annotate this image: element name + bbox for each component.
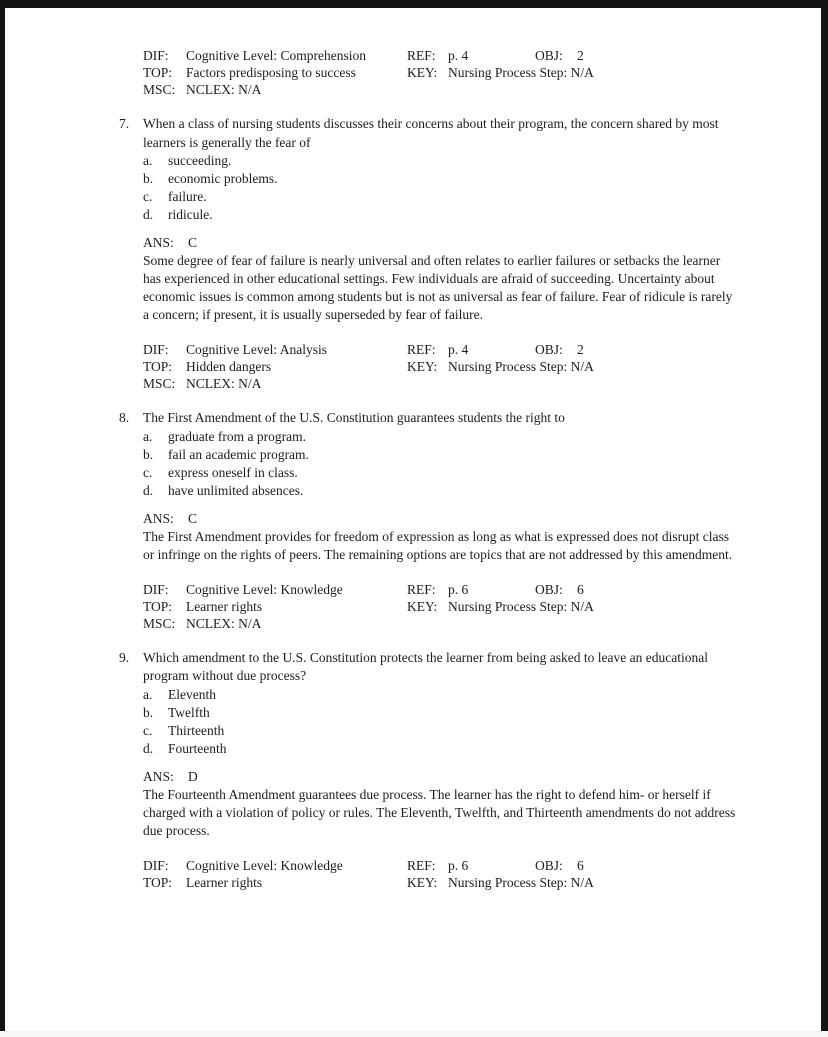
question-7 [119, 115, 738, 224]
rationale: The Fourteenth Amendment guarantees due process. The learner has the right to defend him- or herself if charged with a violation of policy or rules. The Eleventh, Twelfth, and Thirteenth amendments do not address due process. [143, 786, 736, 838]
obj-value: 6 [577, 581, 584, 597]
meta-row-dif [143, 47, 738, 64]
meta-row-dif [143, 857, 738, 874]
msc-value: NCLEX: N/A [186, 376, 262, 391]
ref-value: p. 6 [448, 581, 469, 597]
question-number: 8. [119, 410, 130, 425]
answer-value: C [188, 235, 198, 250]
dif-value: Cognitive Level: Knowledge [186, 581, 343, 597]
question-8-answer [143, 510, 738, 564]
msc-label: MSC: [143, 615, 176, 631]
question-9-meta [143, 857, 738, 891]
obj-value: 2 [577, 342, 584, 357]
msc-label: MSC: [143, 376, 176, 391]
answer-line [143, 768, 738, 786]
key-label: KEY: [407, 359, 438, 374]
answer-value: D [188, 768, 198, 784]
question-9-head [119, 649, 738, 686]
option-letter: c. [143, 189, 153, 204]
ref-label: REF: [407, 48, 436, 63]
ref-label: REF: [407, 581, 436, 597]
option-d [143, 206, 738, 224]
key-value: Nursing Process Step: N/A [448, 874, 594, 890]
option-text: fail an academic program. [168, 446, 309, 462]
question-8 [119, 409, 738, 500]
meta-row-top [143, 64, 738, 81]
option-letter: b. [143, 446, 154, 462]
dif-value: Cognitive Level: Comprehension [186, 48, 366, 63]
document-page [5, 8, 821, 1031]
option-a [143, 686, 738, 704]
page-bottom-edge [0, 1031, 828, 1037]
top-label: TOP: [143, 598, 173, 614]
ans-label: ANS: [143, 768, 174, 784]
meta-row-top [143, 598, 738, 615]
option-b [143, 704, 738, 722]
ref-value: p. 6 [448, 857, 469, 873]
option-text: failure. [168, 189, 207, 204]
meta-row-msc [143, 81, 738, 98]
question-7-head [119, 115, 738, 152]
top-value: Hidden dangers [186, 359, 272, 374]
option-c [143, 188, 738, 206]
ref-value: p. 4 [448, 342, 469, 357]
option-b [143, 446, 738, 464]
answer-line [143, 234, 738, 252]
obj-label: OBJ: [535, 857, 563, 873]
option-letter: a. [143, 686, 153, 702]
option-c [143, 464, 738, 482]
question-9 [119, 649, 738, 758]
obj-value: 6 [577, 857, 584, 873]
msc-value: NCLEX: N/A [186, 615, 262, 631]
option-letter: a. [143, 428, 153, 444]
question-9-answer [143, 768, 738, 840]
key-value: Nursing Process Step: N/A [448, 65, 594, 80]
question-7-options [143, 152, 738, 224]
msc-label: MSC: [143, 82, 176, 97]
rationale: The First Amendment provides for freedom of expression as long as what is expressed does not disrupt class or infringe on the rights of peers. The remaining options are topics that are not addressed by this amendment. [143, 528, 733, 562]
option-c [143, 722, 738, 740]
top-label: TOP: [143, 359, 173, 374]
question-8-head [119, 409, 738, 428]
top-value: Learner rights [186, 874, 263, 890]
option-letter: b. [143, 171, 154, 186]
meta-row-dif [143, 341, 738, 358]
question-7-meta [143, 341, 738, 392]
dif-label: DIF: [143, 342, 169, 357]
question-text: The First Amendment of the U.S. Constitution guarantees students the right to [143, 410, 565, 425]
option-text: graduate from a program. [168, 428, 306, 444]
meta-row-msc [143, 375, 738, 392]
option-text: express oneself in class. [168, 464, 298, 480]
answer-line [143, 510, 738, 528]
ans-label: ANS: [143, 235, 174, 250]
option-b [143, 170, 738, 188]
dif-value: Cognitive Level: Knowledge [186, 857, 343, 873]
option-letter: c. [143, 722, 153, 738]
question-8-options [143, 428, 738, 500]
obj-value: 2 [577, 48, 584, 63]
meta-row-top [143, 874, 738, 891]
msc-value: NCLEX: N/A [186, 82, 262, 97]
option-text: succeeding. [168, 153, 232, 168]
leading-meta-block [143, 47, 738, 98]
question-text: When a class of nursing students discusses their concerns about their program, the concern shared by most learners is generally the fear of [143, 116, 719, 150]
key-value: Nursing Process Step: N/A [448, 359, 594, 374]
question-text: Which amendment to the U.S. Constitution protects the learner from being asked to leave an educational program without due process? [143, 649, 708, 683]
ref-label: REF: [407, 342, 436, 357]
option-letter: c. [143, 464, 153, 480]
option-text: Fourteenth [168, 740, 227, 756]
option-a [143, 428, 738, 446]
option-letter: d. [143, 207, 154, 222]
question-number: 9. [119, 649, 130, 665]
option-letter: d. [143, 482, 154, 498]
option-text: Twelfth [168, 704, 210, 720]
meta-row-dif [143, 581, 738, 598]
question-9-options [143, 686, 738, 758]
ref-label: REF: [407, 857, 436, 873]
option-text: have unlimited absences. [168, 482, 304, 498]
option-letter: b. [143, 704, 154, 720]
question-number: 7. [119, 116, 130, 131]
question-7-answer [143, 234, 738, 324]
key-label: KEY: [407, 874, 438, 890]
obj-label: OBJ: [535, 48, 563, 63]
option-d [143, 482, 738, 500]
rationale: Some degree of fear of failure is nearly universal and often relates to earlier failures or setbacks the learner has experienced in other educational settings. Few individuals are afraid of succeeding. Uncertainty about economic issues is common among students but is not as universal as fear of failure. Fear of ridicule is rarely a concern; if present, it is usually superseded by fear of failure. [143, 253, 733, 322]
option-text: economic problems. [168, 171, 278, 186]
obj-label: OBJ: [535, 581, 563, 597]
option-text: Eleventh [168, 686, 216, 702]
top-label: TOP: [143, 65, 173, 80]
key-label: KEY: [407, 65, 438, 80]
ans-label: ANS: [143, 510, 174, 526]
option-letter: a. [143, 153, 153, 168]
meta-row-top [143, 358, 738, 375]
dif-label: DIF: [143, 857, 169, 873]
key-value: Nursing Process Step: N/A [448, 598, 594, 614]
meta-row-msc [143, 615, 738, 632]
top-value: Learner rights [186, 598, 263, 614]
answer-value: C [188, 510, 198, 526]
dif-value: Cognitive Level: Analysis [186, 342, 327, 357]
ref-value: p. 4 [448, 48, 469, 63]
obj-label: OBJ: [535, 342, 563, 357]
option-d [143, 740, 738, 758]
option-letter: d. [143, 740, 154, 756]
top-label: TOP: [143, 874, 173, 890]
dif-label: DIF: [143, 581, 169, 597]
key-label: KEY: [407, 598, 438, 614]
dif-label: DIF: [143, 48, 169, 63]
option-text: ridicule. [168, 207, 213, 222]
top-value: Factors predisposing to success [186, 65, 356, 80]
question-8-meta [143, 581, 738, 632]
option-a [143, 152, 738, 170]
option-text: Thirteenth [168, 722, 225, 738]
